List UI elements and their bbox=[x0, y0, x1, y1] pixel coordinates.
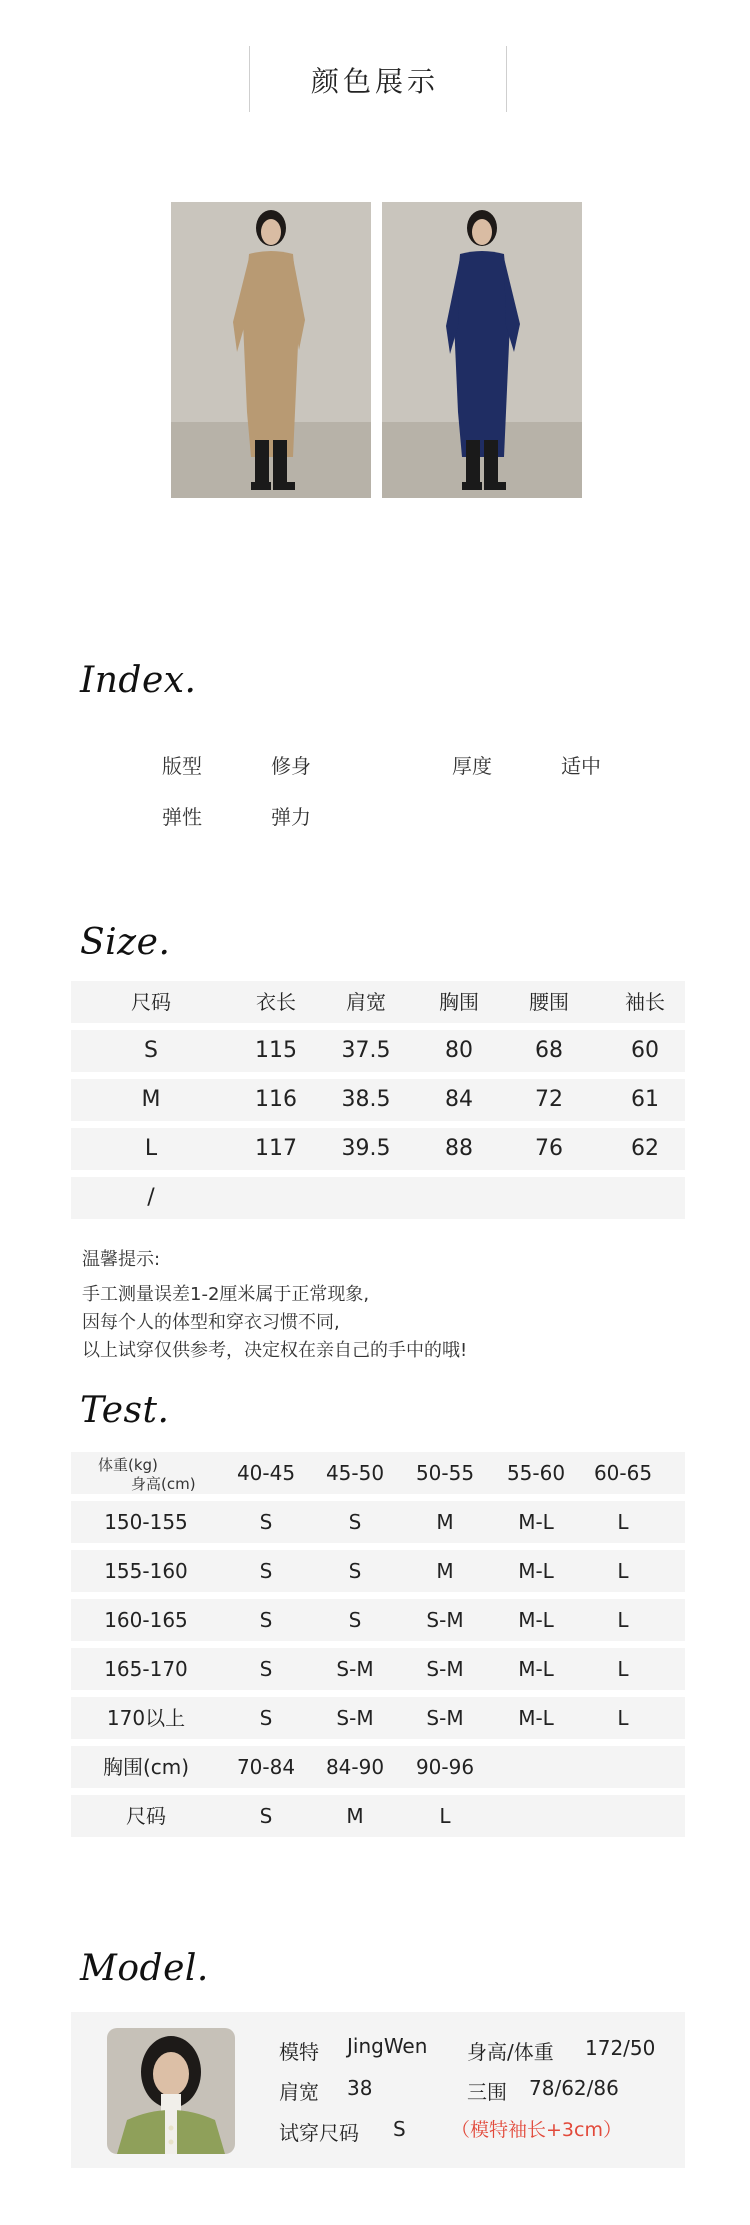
test-cell: L bbox=[617, 1608, 629, 1632]
size-header-cell: 袖长 bbox=[625, 990, 665, 1014]
size-cell: 37.5 bbox=[341, 1038, 391, 1063]
test-cell: S bbox=[259, 1608, 273, 1632]
table-row bbox=[71, 1697, 685, 1739]
table-row bbox=[71, 1079, 685, 1121]
test-cell: M-L bbox=[518, 1706, 554, 1730]
test-cell: S bbox=[259, 1804, 273, 1828]
header-corner-cell bbox=[71, 1452, 231, 1494]
size-cell: M bbox=[141, 1087, 161, 1112]
test-cell: 90-96 bbox=[415, 1755, 475, 1779]
test-cell: M bbox=[436, 1559, 454, 1583]
model-name: JingWen bbox=[347, 2034, 428, 2058]
size-cell: 61 bbox=[631, 1087, 659, 1112]
table-row bbox=[71, 1177, 685, 1219]
test-cell: M-L bbox=[518, 1559, 554, 1583]
test-cell: 84-90 bbox=[325, 1755, 385, 1779]
model-label: 模特 bbox=[279, 2040, 319, 2064]
weight-header-cell: 40-45 bbox=[236, 1461, 296, 1485]
test-cell: M-L bbox=[518, 1608, 554, 1632]
size-cell: 84 bbox=[445, 1087, 473, 1112]
measurements-label: 三围 bbox=[467, 2080, 507, 2104]
size-cell: 62 bbox=[631, 1136, 659, 1161]
test-cell: S-M bbox=[426, 1657, 464, 1681]
index-value-fit: 修身 bbox=[271, 754, 311, 778]
size-cell: 39.5 bbox=[341, 1136, 391, 1161]
corner-height-label: 身高(cm) bbox=[131, 1475, 196, 1493]
model-photo bbox=[107, 2028, 235, 2154]
table-row bbox=[71, 1030, 685, 1072]
tips-title: 温馨提示: bbox=[82, 1249, 161, 1270]
try-size-value: S bbox=[393, 2117, 406, 2141]
test-cell: S bbox=[348, 1559, 362, 1583]
color-photo-navy bbox=[382, 202, 582, 498]
corner-weight-label: 体重(kg) bbox=[98, 1456, 158, 1474]
measurements-value: 78/62/86 bbox=[529, 2076, 619, 2100]
try-size-label: 试穿尺码 bbox=[279, 2121, 359, 2145]
shoulder-label: 肩宽 bbox=[279, 2080, 319, 2104]
index-value-thickness: 适中 bbox=[561, 754, 601, 778]
test-section-title: Test. bbox=[80, 1390, 170, 1431]
test-cell: S-M bbox=[336, 1657, 374, 1681]
tips-line: 以上试穿仅供参考，决定权在亲自己的手中的哦! bbox=[82, 1340, 468, 1361]
size-header-cell: 胸围 bbox=[439, 990, 479, 1014]
test-cell: L bbox=[439, 1804, 451, 1828]
height-weight-label: 身高/体重 bbox=[467, 2040, 554, 2064]
index-label-thickness: 厚度 bbox=[452, 754, 492, 778]
test-cell: M-L bbox=[518, 1510, 554, 1534]
size-cell: 72 bbox=[535, 1087, 563, 1112]
shoulder-value: 38 bbox=[347, 2076, 373, 2100]
weight-header-cell: 45-50 bbox=[325, 1461, 385, 1485]
size-cell: 38.5 bbox=[341, 1087, 391, 1112]
size-cell: 117 bbox=[255, 1136, 297, 1161]
test-cell: S bbox=[259, 1706, 273, 1730]
index-value-elasticity: 弹力 bbox=[271, 805, 311, 829]
test-cell: L bbox=[617, 1510, 629, 1534]
size-cell: 115 bbox=[255, 1038, 297, 1063]
sleeve-note: （模特袖长+3cm） bbox=[451, 2119, 622, 2141]
size-cell: 80 bbox=[445, 1038, 473, 1063]
fit-test-table bbox=[71, 1452, 685, 1838]
test-cell: 165-170 bbox=[104, 1657, 188, 1681]
size-section-title: Size. bbox=[80, 922, 171, 963]
test-cell: L bbox=[617, 1657, 629, 1681]
test-cell: S bbox=[259, 1559, 273, 1583]
size-cell: 68 bbox=[535, 1038, 563, 1063]
test-table-header bbox=[71, 1452, 685, 1494]
tips-line: 手工测量误差1-2厘米属于正常现象, bbox=[82, 1284, 370, 1305]
table-row bbox=[71, 1550, 685, 1592]
test-cell: S-M bbox=[426, 1706, 464, 1730]
size-table bbox=[71, 981, 685, 1221]
color-section-title: 颜色展示 bbox=[310, 65, 439, 98]
test-cell: M bbox=[436, 1510, 454, 1534]
size-cell: 76 bbox=[535, 1136, 563, 1161]
model-section-title: Model. bbox=[80, 1948, 209, 1989]
test-cell: S bbox=[348, 1608, 362, 1632]
test-cell: 160-165 bbox=[104, 1608, 188, 1632]
test-cell: M bbox=[346, 1804, 364, 1828]
size-header-cell: 腰围 bbox=[529, 990, 569, 1014]
test-cell: 170以上 bbox=[106, 1706, 186, 1730]
size-cell: L bbox=[144, 1136, 158, 1161]
color-photo-camel bbox=[171, 202, 371, 498]
table-row bbox=[71, 1501, 685, 1543]
table-row bbox=[71, 1648, 685, 1690]
index-section-title: Index. bbox=[80, 660, 197, 701]
weight-header-cell: 55-60 bbox=[506, 1461, 566, 1485]
test-cell: S bbox=[259, 1510, 273, 1534]
index-label-elasticity: 弹性 bbox=[162, 805, 202, 829]
size-cell: 116 bbox=[255, 1087, 297, 1112]
test-cell: S bbox=[259, 1657, 273, 1681]
table-row bbox=[71, 1746, 685, 1788]
size-header-cell: 衣长 bbox=[256, 990, 296, 1014]
index-label-fit: 版型 bbox=[162, 754, 202, 778]
test-cell: 70-84 bbox=[236, 1755, 296, 1779]
test-cell: S-M bbox=[426, 1608, 464, 1632]
table-row bbox=[71, 1599, 685, 1641]
test-cell: L bbox=[617, 1706, 629, 1730]
size-header-cell: 尺码 bbox=[131, 990, 171, 1014]
test-cell: 尺码 bbox=[126, 1804, 166, 1828]
size-cell: 60 bbox=[631, 1038, 659, 1063]
size-cell: S bbox=[144, 1038, 158, 1063]
size-cell: 88 bbox=[445, 1136, 473, 1161]
test-cell: S bbox=[348, 1510, 362, 1534]
size-table-header bbox=[71, 981, 685, 1023]
table-row bbox=[71, 1128, 685, 1170]
table-row bbox=[71, 1795, 685, 1837]
test-cell: 胸围(cm) bbox=[102, 1755, 190, 1779]
test-cell: L bbox=[617, 1559, 629, 1583]
size-header-cell: 肩宽 bbox=[346, 990, 386, 1014]
weight-header-cell: 50-55 bbox=[415, 1461, 475, 1485]
weight-header-cell: 60-65 bbox=[593, 1461, 653, 1485]
test-cell: S-M bbox=[336, 1706, 374, 1730]
height-weight-value: 172/50 bbox=[585, 2036, 656, 2060]
size-cell: / bbox=[147, 1185, 155, 1210]
test-cell: 150-155 bbox=[104, 1510, 188, 1534]
test-cell: 155-160 bbox=[104, 1559, 188, 1583]
test-cell: M-L bbox=[518, 1657, 554, 1681]
model-info-card bbox=[71, 2012, 685, 2168]
tips-line: 因每个人的体型和穿衣习惯不同, bbox=[82, 1312, 340, 1333]
